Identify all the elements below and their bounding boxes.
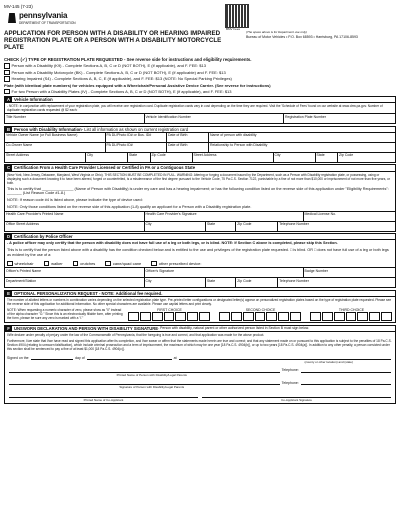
disabled-person-name-field[interactable]: Name of person with disability	[210, 133, 257, 138]
device-cane[interactable]: cane/quad cane	[105, 261, 141, 267]
section-c-note1: NOTE: If reason code #4 is listed above, please indicate the type of device used:	[7, 198, 143, 203]
telephone-field[interactable]	[301, 366, 391, 373]
form-header	[4, 4, 396, 56]
license-number-field[interactable]: Medical License No.	[304, 212, 337, 217]
office-use: (The space above is for Department use only) Bureau of Motor Vehicles • P.O. Box 68593 • Harrisburg, PA 17106-8593	[246, 30, 358, 39]
provider-signature-field[interactable]: Health Care Provider's Signature	[145, 212, 304, 221]
section-d-text: - A police officer may only certify that the person with disability does not have full use of a leg or both legs, or is blind. NOTE: If Section C above is completed, please skip this Section.	[7, 241, 338, 246]
option-bk[interactable]: Person with a Disability Motorcycle (BK) - Complete Sections A, B, C or D (NOT BOTH), E (if applicable) and F. FEE: $13	[4, 70, 396, 76]
dept-zip-field[interactable]: Zip Code	[236, 278, 278, 287]
section-b: B Person with Disability Information - List all information as shown on current registration card Vehicle Owner Name (or Full Business Name) PA DL/Photo ID# or Bus. ID# Date of Birth Name of person with disability Co-Owner Name PA DL/Photo ID# Date of Birth Relationship to Person with Disability Street Address City State Zip Code Street Address City State Zip Code	[4, 126, 396, 163]
owner-id-field[interactable]: PA DL/Photo ID# or Bus. ID#	[106, 133, 168, 142]
state2-field[interactable]: State	[316, 153, 339, 162]
signed-day-field[interactable]	[31, 353, 73, 360]
signed-on-row: Signed on the day of at	[5, 352, 395, 361]
qr-code-icon	[226, 5, 248, 27]
signature-row: Telephone:	[5, 377, 395, 386]
title-number-field[interactable]: Title Number	[5, 114, 145, 123]
qr-label: BMV Fees	[226, 27, 241, 31]
coowner-id-field[interactable]: PA DL/Photo ID#	[106, 143, 168, 152]
zip-field[interactable]: Zip Code	[151, 153, 193, 162]
coowner-dob-field[interactable]: Date of Birth	[167, 143, 209, 152]
officer-signature-field[interactable]: Officer's Signature	[145, 268, 304, 277]
section-e-text: The number of allotted letters or numbers in combination varies depending on the selected registration plate type. Pre-printed letter configurations or designated letter(s) appear on personalized registration plates based on the type of registration plate requested. Please see the reverse side of this application for additional information. No other special characters are available. Please use capital letters and print clearly.	[7, 297, 392, 306]
penndot-logo	[8, 11, 76, 25]
checkbox[interactable]	[4, 89, 10, 95]
section-a-note: - NOTE: In conjunction with replacement of your registration plate, you will receive one registration card. Duplicate registration cards vary in cost depending on the time they are required. Visit the 'Schedule of Fees' found on our website at www.dmv.pa.gov. Number of duplicate registration cards requested @ $2 each:	[7, 104, 383, 113]
coapplicant-row	[5, 390, 395, 399]
signed-month-field[interactable]	[87, 353, 172, 360]
device-options	[5, 259, 395, 268]
department-field[interactable]: Department/Station	[5, 278, 145, 287]
printed-name-row: Telephone:	[5, 365, 395, 374]
signature-field[interactable]	[9, 378, 280, 385]
section-c-note2: NOTE: Only those conditions listed on the reverse side of this application (1-8) qualify an applicant for a Person with a Disability registration plate.	[7, 204, 252, 209]
coowner-name-field[interactable]: Co-Owner Name	[5, 143, 106, 152]
checkbox[interactable]	[4, 70, 10, 76]
coapplicant-signature-field[interactable]	[202, 391, 391, 398]
section-f: F UNSWORN DECLARATION AND PERSON WITH DISABILITY SIGNATURE - Person with disability, natural parent or other authorized person listed in Section B must sign below. I/We declare under penalty of perjury under the law of the Commonwealth of Pennsylvania, that the foregoing is true and correct, and that application was made for the above product. Furthermore, I/we state that I/we have read and signed this application after its completion, and I/we swear or affirm that the statements made herein are true and correct; and that any statement made on or pursuant to this application is subject to the penalties of 18 Pa.C.S. Section 4904 (relating to unsworn falsification), which include criminal prosecution and a term of imprisonment, the maximum of which may be one year [18 Pa.C.S. 4904(b)], or up to two years [18 Pa.C.S. 4904(a)]. In addition to any other penalty, a person convicted under this section shall be sentenced to pay a fine of at least $1,000 [18 Pa.C.S. 4904(c)]. Signed on the day of at (county or other location) and (state) Telephone: Printed Name of Person with Disability/Legal Parents Telephone: Signature of Person with Disability/Legal Parents Printed Name of Co-Applicant Co-Applicant Signature	[4, 325, 396, 404]
section-f-text1: I/We declare under penalty of perjury under the law of the Commonwealth of Pennsylvania, that the foregoing is true and correct, and that application was made for the above product.	[7, 332, 265, 337]
street2-field[interactable]: Street Address	[193, 153, 274, 162]
option-k9[interactable]: Person with a Disability (K9) - Complete Sections A, B, C or D (NOT BOTH), E (if applicable), and F. FEE: $13	[4, 63, 396, 69]
section-d-certify: This is to certify that the person listed above with a disability has the condition checked below and is entitled to the use and privileges of the registration plate requested. □ is blind. OR □ does not have full use of a leg or both legs as evident by the use of a:	[7, 248, 389, 257]
form-page	[4, 4, 396, 514]
keystone-icon	[8, 13, 16, 23]
plate-type-section	[4, 57, 396, 94]
office-zip-field[interactable]: Zip Code	[236, 222, 278, 231]
checkbox[interactable]	[4, 76, 10, 82]
first-choice[interactable]: FIRST CHOICE	[128, 308, 211, 321]
officer-name-field[interactable]: Officer's Printed Name	[5, 268, 145, 277]
relationship-field[interactable]: Relationship to Person with Disability	[210, 143, 268, 148]
device-walker[interactable]: walker	[44, 261, 63, 267]
section-c: C Certification From a Health Care Provider Licensed or Certified in PA or a Contiguous State (New York, New Jersey, Delaware, Maryland, West Virginia or Ohio). THIS SECTION MUST BE COMPLETED IN FULL. WARNING: Altering or forging a document issued by the Department, such as a Person with Disability registration plate, or possessing, using or displaying such a document knowing it to have been altered, forged or counterfeited, is a misdemeanor of the first degree pursuant to the Vehicle Code, 75 Pa.C.S. Section 7122, punishable by a fine of not more than $10,000 or imprisonment of not more than five years, or both. This is to certify that _______________ (Name of Person with Disability) is under my care and has a hearing impairment; or has the following condition listed on the reverse side of this application under "Eligibility Requirements": _______ (List Reason Code #1-8.) NOTE: If reason code #4 is listed above, please indicate the type of device used: NOTE: Only those conditions listed on the reverse side of this application (1-8) qualify an applicant for a Person with a Disability registration plate. Health Care Provider's Printed Name Health Care Provider's Signature Medical License No. Office Street Address City State Zip Code Telephone Number	[4, 164, 396, 231]
plate-type-title: CHECK (✓) TYPE OF REGISTRATION PLATE REQUESTED - See reverse side for instructions and eligibility requirements.	[4, 57, 252, 62]
zip2-field[interactable]: Zip Code	[339, 153, 354, 158]
section-c-certify: This is to certify that _______________ (Name of Person with Disability) is under my care and has a hearing impairment; or has the following condition listed on the reverse side of this application under "Eligibility Requirements": _______ (List Reason Code #1-8.)	[7, 186, 389, 196]
dept-state-field[interactable]: State	[206, 278, 236, 287]
form-id: MV-145 (7-23)	[4, 4, 33, 9]
form-title: APPLICATION FOR PERSON WITH A DISABILITY OR HEARING IMPAIRED REGISTRATION PLATE OR A PERSON WITH A DISABILITY MOTORCYCLE PLATE	[4, 30, 222, 51]
owner-dob-field[interactable]: Date of Birth	[167, 133, 209, 142]
option-s4[interactable]: Hearing Impaired (S4) - Complete Sections A, B, C, E (if applicable), and F. FEE: $13 (NOTE: No Special Parking Privileges)	[4, 76, 396, 82]
logo-dept: DEPARTMENT OF TRANSPORTATION	[19, 21, 76, 25]
dept-city-field[interactable]: City	[145, 278, 207, 287]
option-carrier-heading: Plate (with identical plate numbers) for vehicles equipped with a Wheelchair/Personal Assistive Device Carrier. (See reverse for instructions)	[4, 82, 271, 88]
street-field[interactable]: Street Address	[5, 153, 86, 162]
telephone2-field[interactable]	[301, 378, 391, 385]
printed-name-field[interactable]	[9, 366, 280, 373]
office-phone-field[interactable]: Telephone Number	[279, 222, 309, 227]
coapplicant-name-field[interactable]	[9, 391, 198, 398]
section-e: E OPTIONAL PERSONALIZATION REQUEST - NOTE: Additional fee required. The number of allotted letters or numbers in combination varies depending on the selected registration plate type. Pre-printed letter configurations or designated letter(s) appear on personalized registration plates based on the type of registration plate requested. Please see the reverse side of this application for additional information. No other special characters are available. Please use capital letters and print clearly. NOTE: When requesting a numeric character of zero, please show as "0" instead of the alpha character "O." Since this is an electronically fillable form, after printing the form, please be sure any zero is marked with a "/." FIRST CHOICE SECOND CHOICE THIRD CHOICE	[4, 290, 396, 324]
dept-phone-field[interactable]: Telephone Number	[279, 278, 309, 283]
personalization-choices	[126, 307, 395, 322]
device-wheelchair[interactable]: wheelchair	[7, 261, 34, 267]
office-street-field[interactable]: Office Street Address	[5, 222, 145, 231]
option-iv[interactable]: For two Person with a Disability Plates (IV) - Complete Sections A, B, C or D (NOT BOTH), E (if applicable), and F. FEE: $13	[4, 89, 396, 95]
office-city-field[interactable]: City	[145, 222, 207, 231]
third-choice[interactable]: THIRD CHOICE	[310, 308, 393, 321]
device-crutches[interactable]: crutches	[73, 261, 96, 267]
city-field[interactable]: City	[86, 153, 128, 162]
section-a: A Vehicle Information - NOTE: In conjunction with replacement of your registration plate, you will receive one registration card. Duplicate registration cards vary in cost depending on the time they are required. Visit the 'Schedule of Fees' found on our website at www.dmv.pa.gov. Number of duplicate registration cards requested @ $2 each: Title Number Vehicle Identification Number Registration Plate Number	[4, 96, 396, 124]
state-field[interactable]: State	[128, 153, 151, 162]
section-e-note: NOTE: When requesting a numeric character of zero, please show as "0" instead of the alpha character "O." Since this is an electronically fillable form, after printing the form, please be sure any zero is marked with a "/."	[7, 307, 123, 320]
provider-name-field[interactable]: Health Care Provider's Printed Name	[5, 212, 145, 221]
office-state-field[interactable]: State	[206, 222, 236, 231]
signed-location-field[interactable]	[179, 353, 391, 360]
owner-name-field[interactable]: Vehicle Owner Name (or Full Business Name)	[5, 133, 106, 142]
section-c-text: (New York, New Jersey, Delaware, Maryland, West Virginia or Ohio). THIS SECTION MUST BE COMPLETED IN FULL. WARNING: Altering or forging a document issued by the Department, such as a Person with Disability registration plate, or possessing, using or displaying such a document knowing it to have been altered, forged or counterfeited, is a misdemeanor of the first degree pursuant to the Vehicle Code, 75 Pa.C.S. Section 7122, punishable by a fine of not more than $10,000 or imprisonment of not more than five years, or both.	[7, 172, 390, 185]
plate-number-field[interactable]: Registration Plate Number	[285, 114, 327, 119]
badge-number-field[interactable]: Badge Number	[304, 268, 329, 273]
city2-field[interactable]: City	[274, 153, 316, 162]
logo-name: pennsylvania	[19, 11, 68, 20]
section-d: D Certification by Police Officer - A police officer may only certify that the person with disability does not have full use of a leg or both legs, or is blind. NOTE: If Section C above is completed, please skip this Section. This is to certify that the person listed above with a disability has the condition checked below and is entitled to the use and privileges of the registration plate requested. □ is blind. OR □ does not have full use of a leg or both legs as evident by the use of a: wheelchair walker crutches cane/quad cane other prescribed device: Officer's Printed Name Officer's Signature Badge Number Department/Station City State Zip Code Telephone Number	[4, 233, 396, 288]
vin-field[interactable]: Vehicle Identification Number	[145, 114, 285, 123]
second-choice[interactable]: SECOND CHOICE	[219, 308, 302, 321]
section-f-text2: Furthermore, I/we state that I/we have read and signed this application after its completion, and I/we swear or affirm that the statements made herein are true and correct; and that any statement made on or pursuant to this application is subject to the penalties of 18 Pa.C.S. Section 4904 (relating to unsworn falsification), which include criminal prosecution and a term of imprisonment, the maximum of which may be one year [18 Pa.C.S. 4904(b)], or up to two years [18 Pa.C.S. 4904(a)]. In addition to any other penalty, a person convicted under this section shall be sentenced to pay a fine of at least $1,000 [18 Pa.C.S. 4904(c)].	[7, 338, 392, 351]
checkbox[interactable]	[4, 63, 10, 69]
device-other[interactable]: other prescribed device:	[151, 261, 201, 267]
